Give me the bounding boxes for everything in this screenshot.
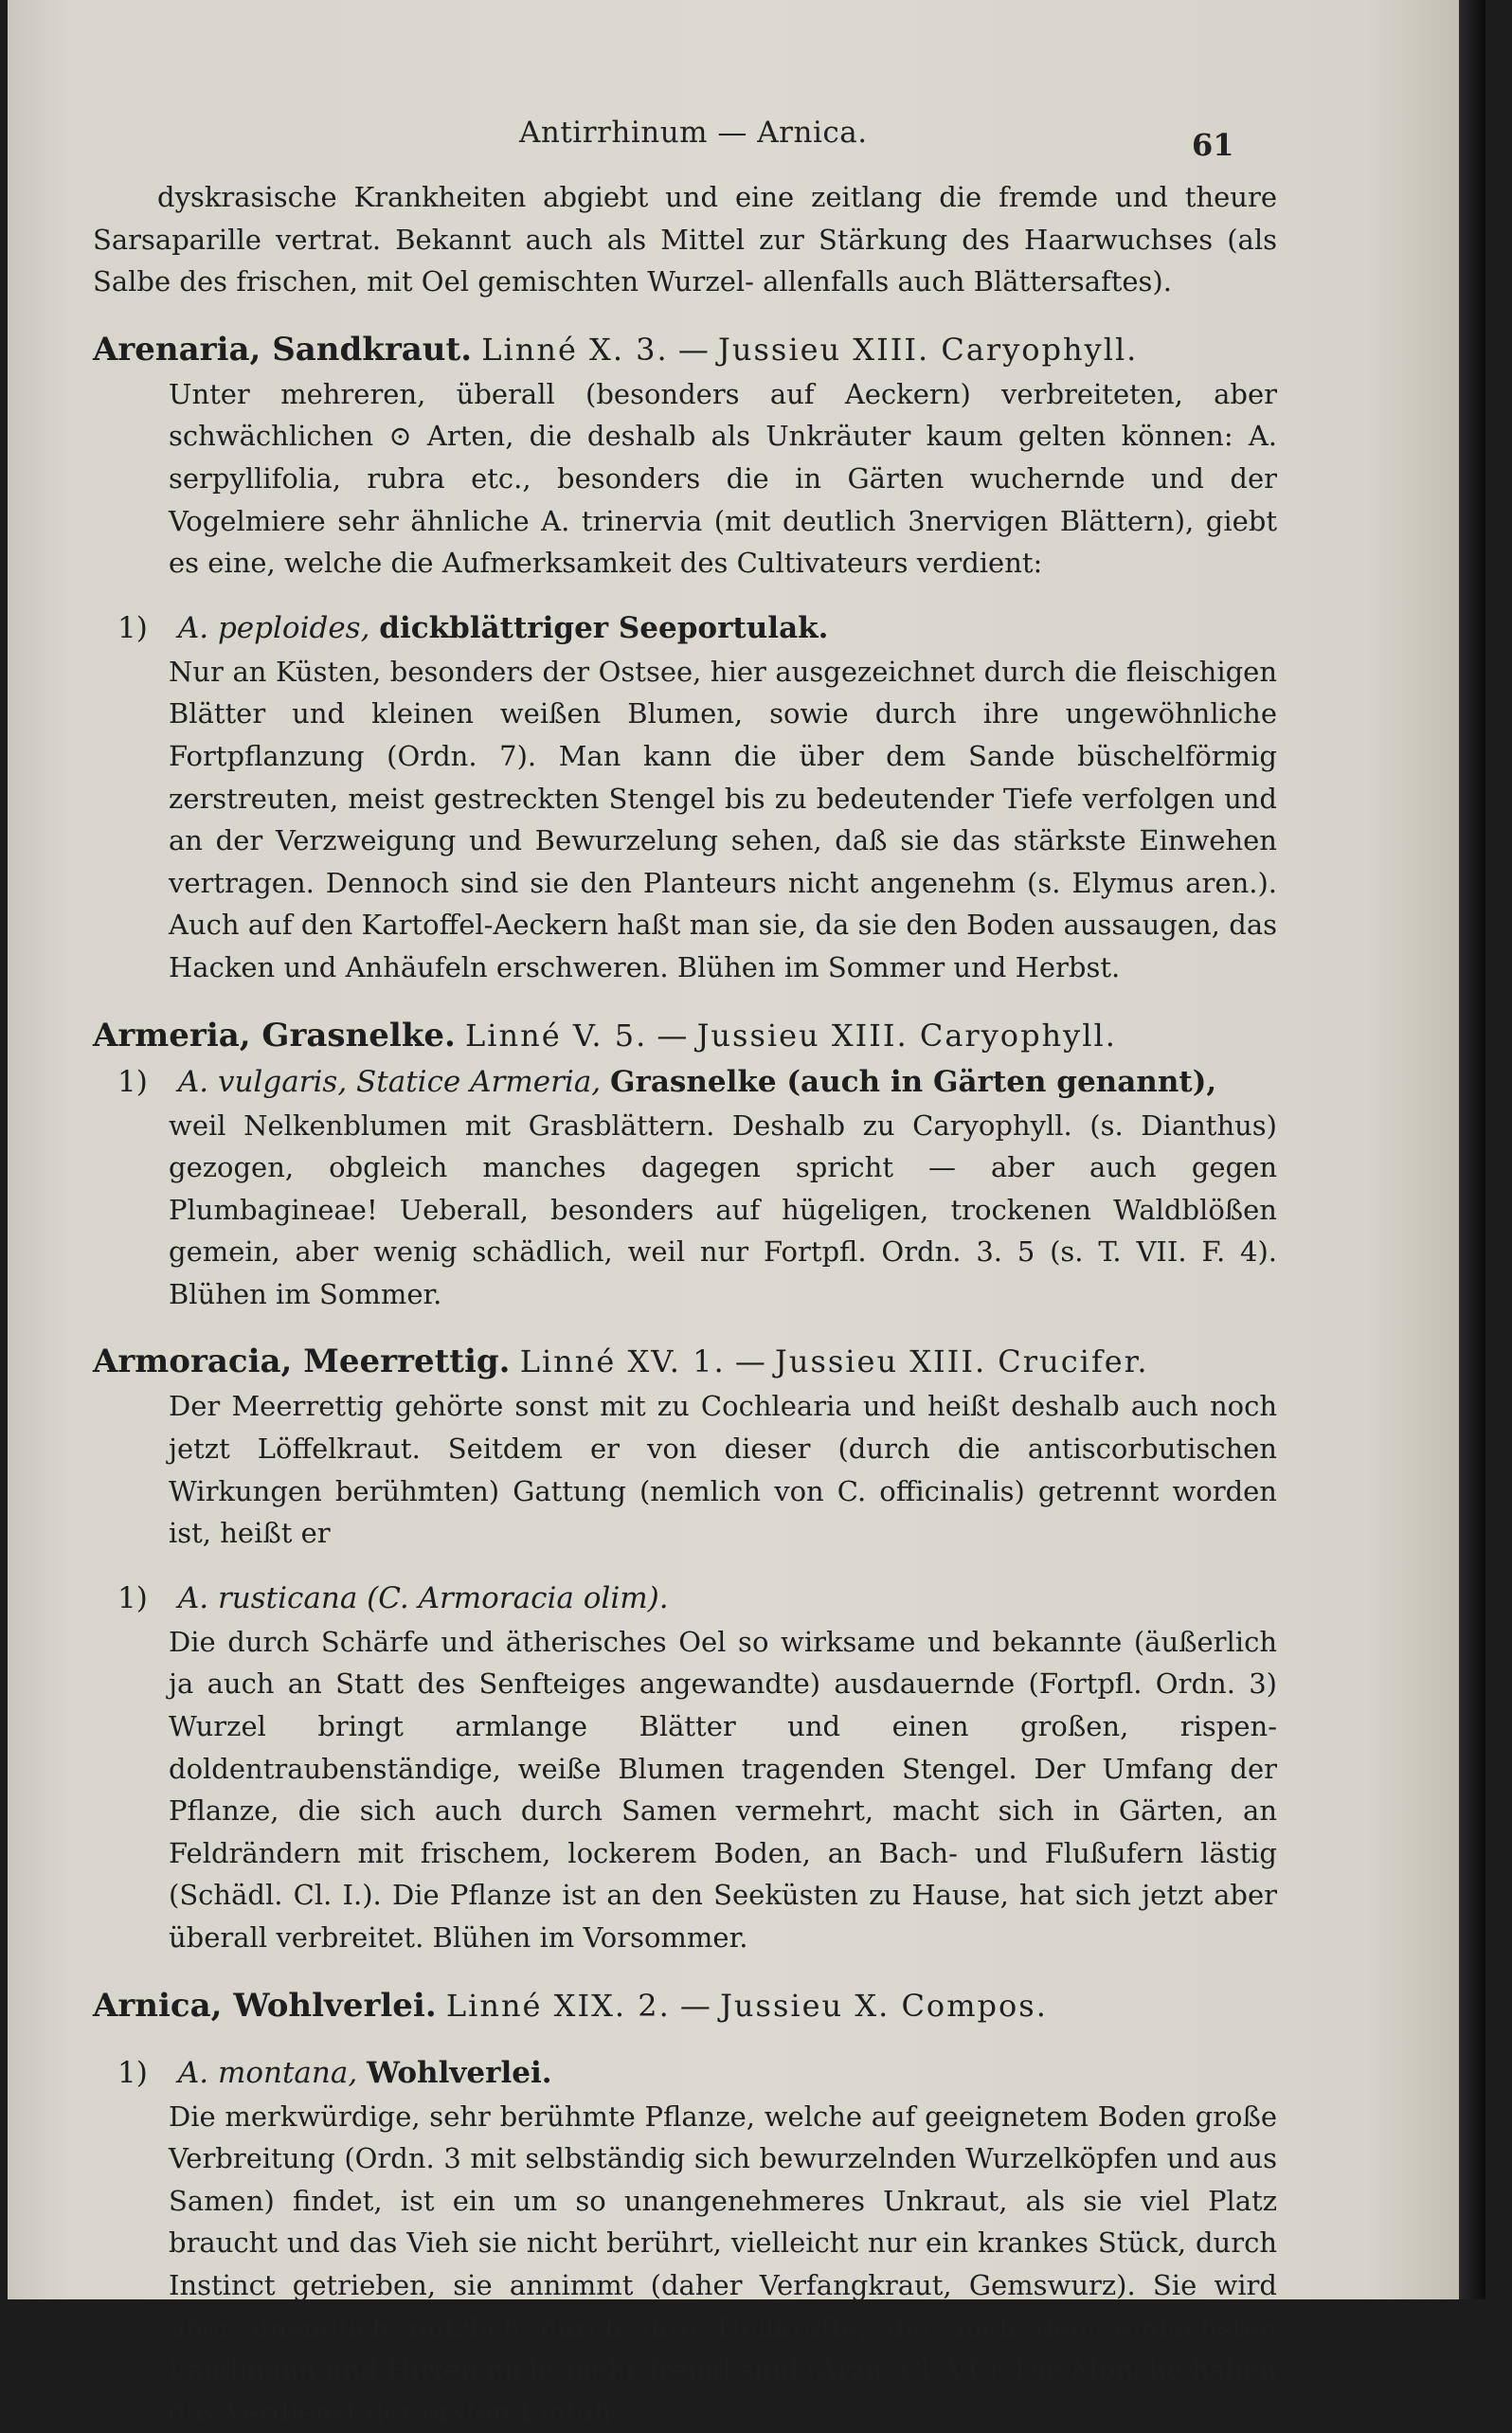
species-number: 1) (117, 1064, 148, 1099)
species-heading (93, 1576, 1277, 1621)
page-binding-edge (1459, 0, 1485, 2299)
species-heading (93, 605, 1277, 651)
running-title: Antirrhinum — Arnica. (519, 116, 868, 150)
page-header (8, 116, 1485, 169)
linne-classification: Linné XV. 1. (519, 1343, 726, 1380)
page-body (93, 176, 1277, 2433)
species-heading (93, 2050, 1277, 2096)
entry-arenaria (93, 326, 1277, 989)
linne-classification: Linné V. 5. (465, 1017, 648, 1054)
species-text: Die durch Schärfe und ätherisches Oel so wirksame und bekannte (äußerlich ja auch an Statt des Senfteiges angewandte) ausdauernde (Fortpfl. Ordn. 3) Wurzel bringt armlange Blätter und einen großen, rispen-doldentraubenständige, weiße Blumen tragenden Stengel. Der Umfang der Pflanze, die sich auch durch Samen vermehrt, macht sich in Gärten, an Feldrändern mit frischem, lockerem Boden, an Bach- und Flußufern lästig (Schädl. Cl. I.). Die Pflanze ist an den Seeküsten zu Hause, hat sich jetzt aber überall verbreitet. Blühen im Vorsommer. (169, 1625, 1277, 1954)
entry-armoracia (93, 1338, 1277, 1958)
species-latin-name: A. rusticana (C. Armoracia olim). (177, 1580, 669, 1615)
jussieu-classification: Jussieu XIII. Caryophyll. (718, 331, 1139, 368)
linne-classification: Linné X. 3. (481, 331, 669, 368)
species-number: 1) (117, 610, 148, 645)
genus-name: Arnica, Wohlverlei. (93, 1986, 437, 2025)
entry-text: Unter mehreren, überall (besonders auf Aeckern) verbreiteten, aber schwächlichen ⊙ Arten, die deshalb als Unkräuter kaum gelten können: A. serpyllifolia, rubra etc., besonders die in Gärten wuchernde und der Vogelmiere sehr ähnliche A. trinervia (mit deutlich 3nervigen Blättern), giebt es eine, welche die Aufmerksamkeit des Cultivateurs verdient: (169, 377, 1277, 580)
jussieu-classification: Jussieu X. Compos. (720, 1987, 1048, 2024)
classification-separator: — (668, 331, 719, 368)
intro-paragraph: dyskrasische Krankheiten abgiebt und eine zeitlang die fremde und theure Sarsaparille vertrat. Bekannt auch als Mittel zur Stärkung des Haarwuchses (als Salbe des frischen, mit Oel gemischten Wurzel- allenfalls auch Blättersaftes). (93, 181, 1277, 298)
entry-heading (93, 1982, 1277, 2029)
species-number: 1) (117, 2055, 148, 2090)
species-latin-name: A. montana, (177, 2055, 358, 2090)
book-page (8, 0, 1485, 2428)
entry-arnica (93, 1982, 1277, 2433)
species-text: Die merkwürdige, sehr berühmte Pflanze, welche auf geeignetem Boden große Verbreitung (Ordn. 3 mit selbständig sich bewurzelnden Wurzelköpfen und aus Samen) findet, ist ein um so unangenehmeres Unkraut, als sie viel Platz braucht und das Vieh sie nicht berührt, vielleicht nur ein krankes Stück, durch Instinct getrieben, sie annimmt (daher Verfangkraut, Gemswurz). Sie wird aber unendlich nützlich durch ihre Heilkräfte, die auch dem einfachsten Landmann und Hirten nicht mehr fremd sind (Arzn. Cl. VI.). Die Mönche haben das Verdienst der ersten Einfüh- (169, 2100, 1277, 2428)
species-text: weil Nelkenblumen mit Grasblättern. Deshalb zu Caryophyll. (s. Dianthus) gezogen, obgleich manches dagegen spricht — aber auch gegen Plumbagineae! Ueberall, besonders auf hügeligen, trockenen Waldblößen gemein, aber wenig schädlich, weil nur Fortpfl. Ordn. 3. 5 (s. T. VII. F. 4). Blühen im Sommer. (169, 1108, 1277, 1310)
species-text: Nur an Küsten, besonders der Ostsee, hier ausgezeichnet durch die fleischigen Blätter und kleinen weißen Blumen, sowie durch ihre ungewöhnliche Fortpflanzung (Ordn. 7). Man kann die über dem Sande büschelförmig zerstreuten, meist gestreckten Stengel bis zu bedeutender Tiefe verfolgen und an der Verzweigung und Bewurzelung sehen, daß sie das stärkste Einwehen vertragen. Dennoch sind sie den Planteurs nicht angenehm (s. Elymus aren.). Auch auf den Kartoffel-Aeckern haßt man sie, da sie den Boden aussaugen, das Hacken und Anhäufeln erschweren. Blühen im Sommer und Herbst. (169, 655, 1277, 983)
genus-name: Arenaria, Sandkraut. (93, 330, 473, 369)
entry-armeria (93, 1012, 1277, 1316)
entry-heading (93, 1012, 1277, 1059)
genus-name: Armoracia, Meerrettig. (93, 1343, 511, 1381)
species-common-name: Grasnelke (auch in Gärten genannt), (610, 1064, 1217, 1099)
linne-classification: Linné XIX. 2. (445, 1987, 671, 2024)
jussieu-classification: Jussieu XIII. Caryophyll. (696, 1017, 1117, 1054)
species-common-name: Wohlverlei. (367, 2055, 552, 2090)
page-number: 61 (1192, 127, 1234, 163)
species-number: 1) (117, 1580, 148, 1615)
species-heading (93, 1059, 1277, 1105)
species-latin-name: A. peploides, (177, 610, 370, 645)
entry-heading (93, 1338, 1277, 1385)
classification-separator: — (647, 1017, 697, 1054)
classification-separator: — (725, 1343, 776, 1380)
species-common-name: dickblättriger Seeportulak. (379, 610, 829, 645)
jussieu-classification: Jussieu XIII. Crucifer. (775, 1343, 1149, 1380)
entry-text: Der Meerrettig gehörte sonst mit zu Cochlearia und heißt deshalb auch noch jetzt Löffelkraut. Seitdem er von dieser (durch die antiscorbutischen Wirkungen berühmten) Gattung (nemlich von C. officinalis) getrennt worden ist, heißt er (169, 1390, 1277, 1550)
genus-name: Armeria, Grasnelke. (93, 1016, 456, 1054)
classification-separator: — (670, 1987, 721, 2024)
entry-heading (93, 326, 1277, 373)
species-latin-name: A. vulgaris, Statice Armeria, (177, 1064, 602, 1099)
